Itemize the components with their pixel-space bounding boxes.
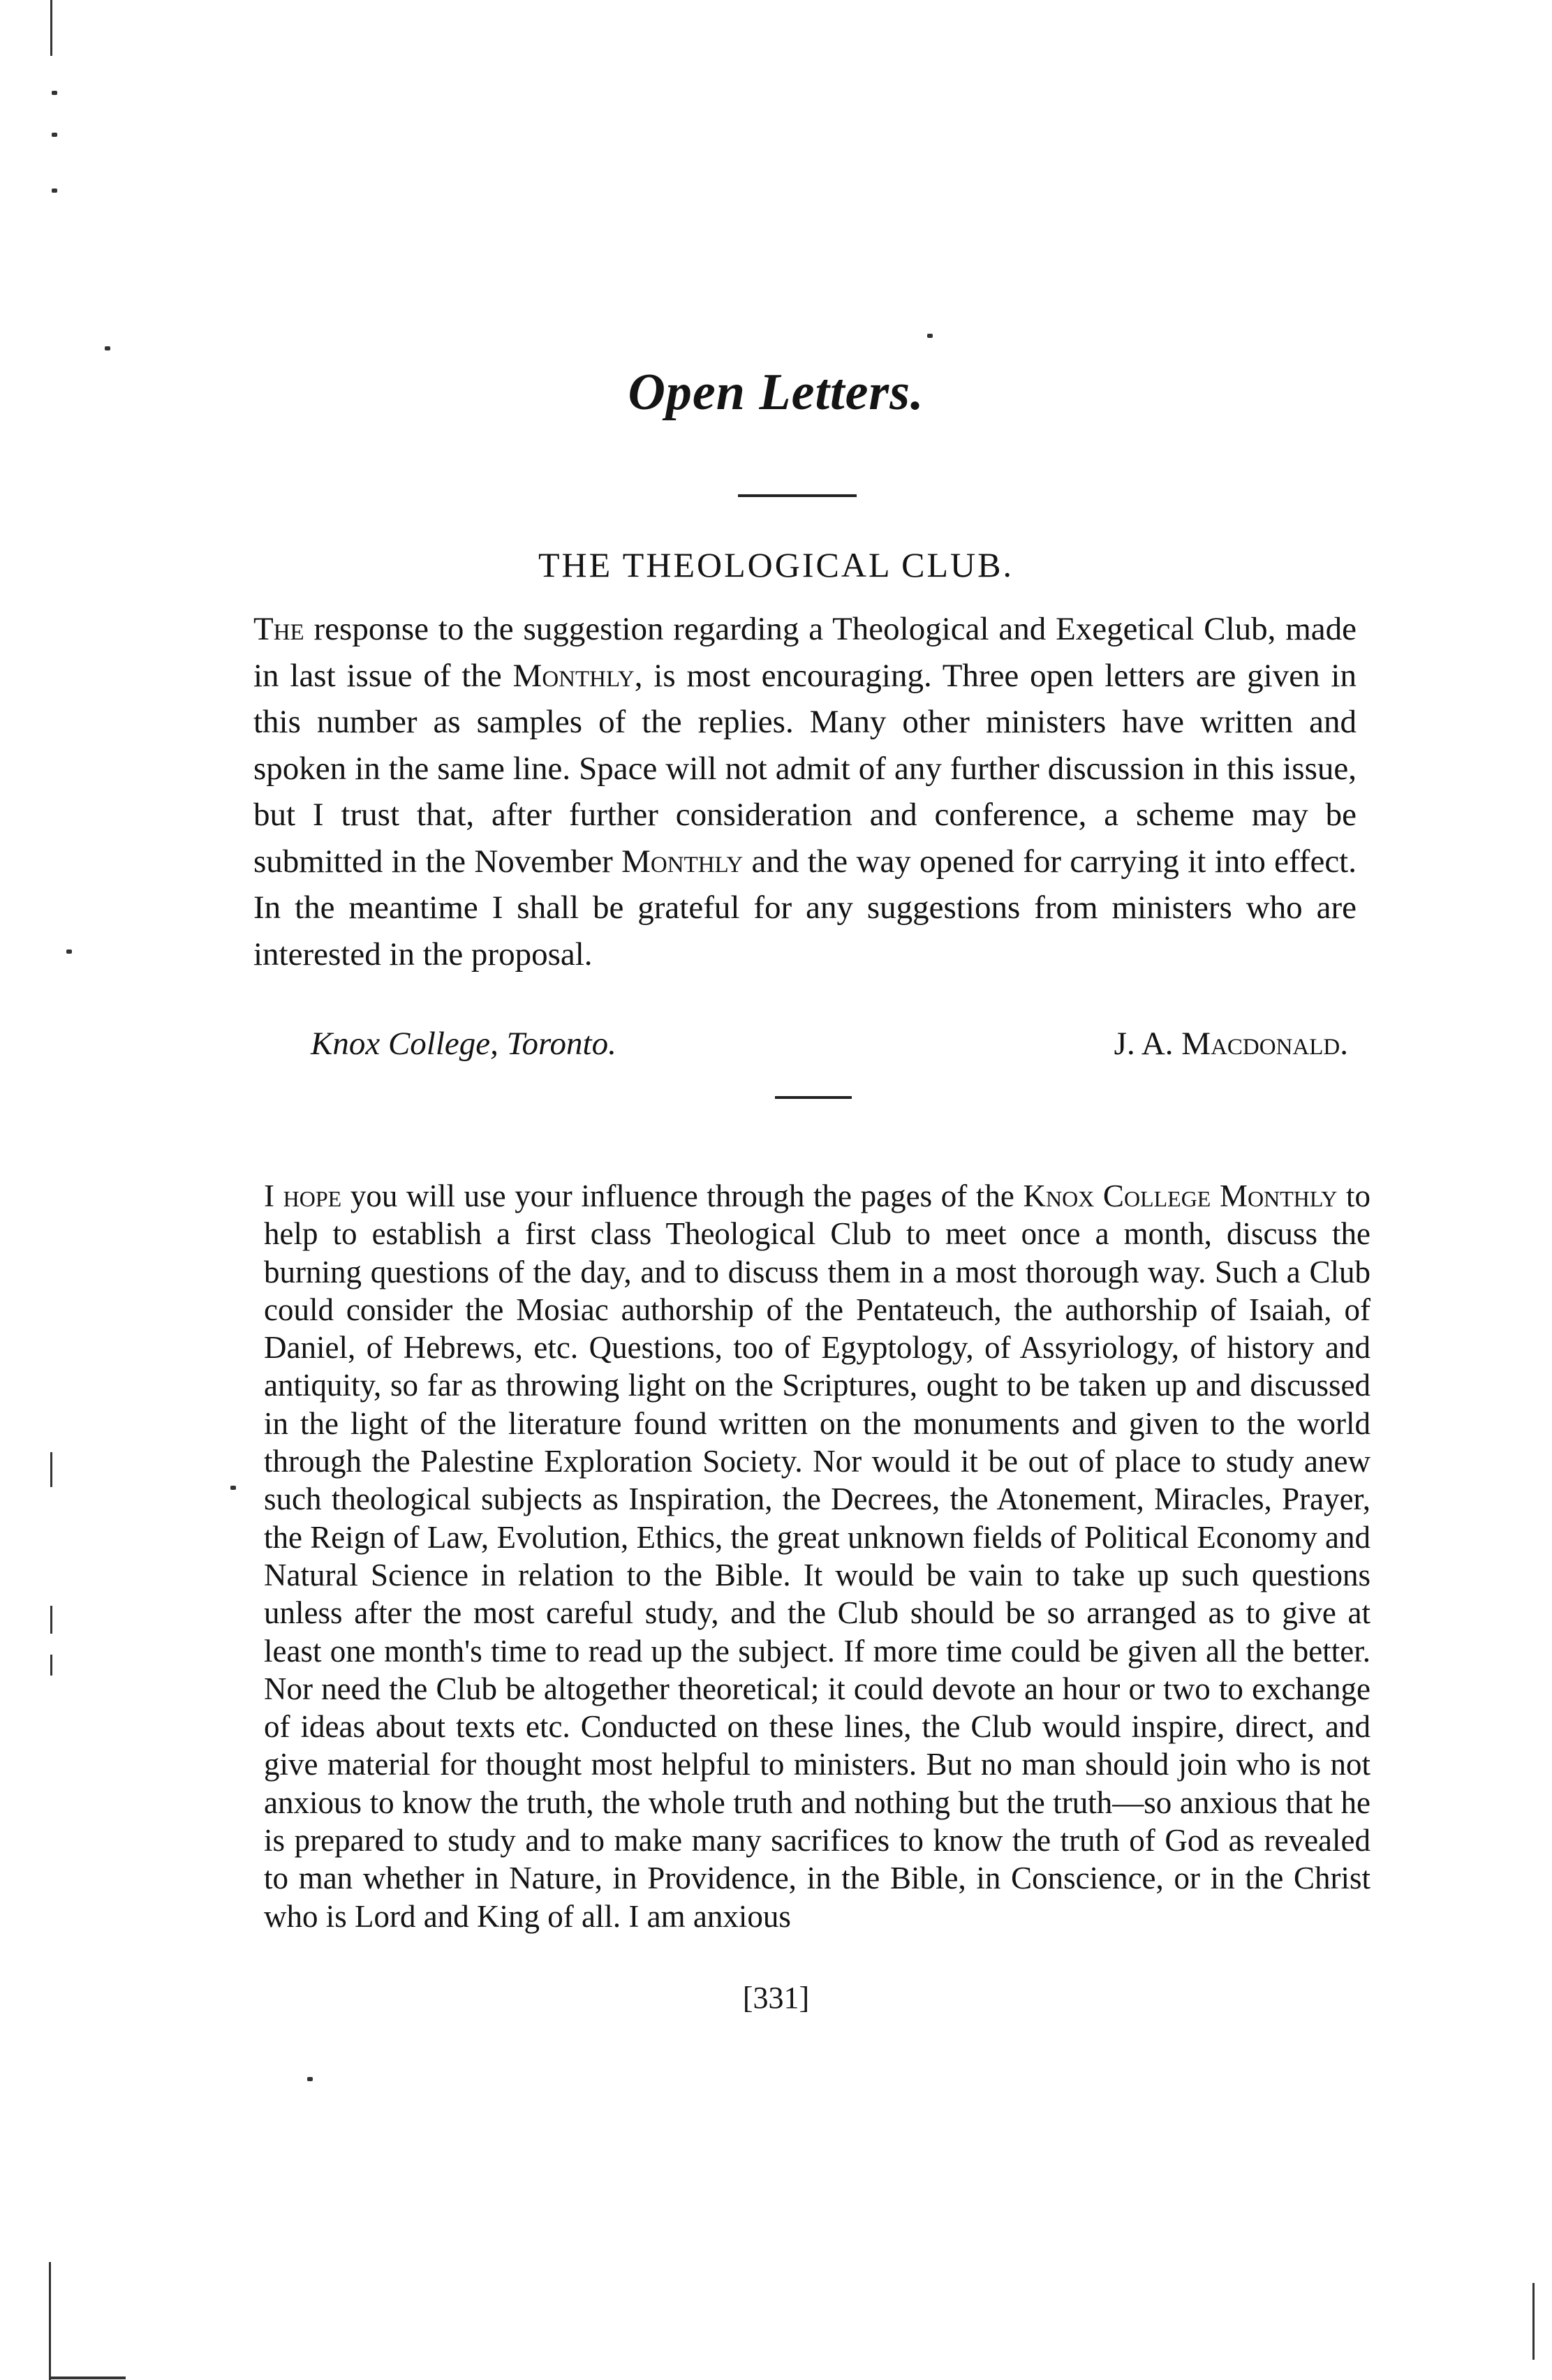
scan-margin-mark: [50, 1606, 52, 1634]
signature-place: Knox College, Toronto.: [311, 1026, 616, 1062]
letter-paragraph: [264, 1177, 1370, 1935]
monthly-name: Monthly: [621, 843, 744, 880]
section-divider: [775, 1096, 852, 1099]
signature-line: [253, 1021, 1357, 1067]
scan-margin-mark: [49, 2262, 51, 2380]
text-segment: to help to establish a first class Theological Club to meet once a month, discuss the burning questions of the day, and to discuss them in a most thorough way. Such a Club could consider the Mosiac authorship of the Pentateuch, the authorship of Isaiah, of Daniel, of Hebrews, etc. Questions, too of Egyptology, of Assyriology, of history and antiquity, so far as throwing light on the Scriptures, ought to be taken up and discussed in the light of the literature found written on the monuments and given to the world through the Palestine Exploration Society. Nor would it be out of place to study anew such theological subjects as Inspiration, the Decrees, the Atonement, Miracles, Prayer, the Reign of Law, Evolution, Ethics, the great unknown fields of Political Economy and Natural Science in relation to the Bible. It would be vain to take up such questions unless after the most careful study, and the Club should be so arranged as to give at least one month's time to read up the subject. If more time could be given all the better. Nor need the Club be altogether theoretical; it could devote an hour or two to exchange of ideas about texts etc. Conducted on these lines, the Club would inspire, direct, and give material for thought most helpful to ministers. But no man should join who is not anxious to know the truth, the whole truth and nothing but the truth—so anxious that he is prepared to study and to make many sacrifices to know the truth of God as revealed to man whether in Nature, in Providence, in the Bible, in Conscience, or in the Christ who is Lord and King of all. I am anxious: [264, 1178, 1370, 1934]
scan-margin-mark: [50, 0, 52, 56]
text-segment: and the way opened for carrying it into effect. In the meantime I shall be grateful for any suggestions from ministers who are interested in the proposal.: [253, 843, 1357, 973]
page-heading: Open Letters.: [628, 364, 924, 421]
scan-speck: [52, 91, 57, 95]
letter-body: [264, 1177, 1370, 1935]
lead-word: I hope: [264, 1178, 342, 1213]
page-number: [331]: [742, 1981, 810, 2015]
scan-speck: [52, 133, 57, 137]
scan-margin-mark: [1532, 2283, 1535, 2360]
signature-author: J. A. Macdonald.: [1114, 1026, 1348, 1062]
text-segment: , is most encouraging. Three open letters are given in this number as samples of the replies. Many other ministers have written and spoken in the same line. Space will not admit of any further discussion in this issue, but I trust that, after further consideration and conference, a scheme may be submitted in the November: [253, 657, 1357, 880]
scan-margin-mark: [50, 1452, 52, 1487]
journal-name: Knox College Monthly: [1023, 1178, 1338, 1213]
text-segment: you will use your influence through the pages of the: [341, 1178, 1023, 1213]
text-segment: response to the suggestion regarding a Theological and Exegetical Club, made in last issue of the: [253, 611, 1357, 694]
scan-speck: [52, 189, 57, 193]
letter-intro-paragraph: [253, 606, 1357, 977]
scan-speck: [307, 2077, 313, 2081]
monthly-name: Monthly: [512, 657, 635, 694]
lead-word: The: [253, 611, 304, 647]
heading-rule: [738, 494, 857, 497]
scan-margin-mark: [50, 1655, 52, 1676]
scan-speck: [230, 1486, 236, 1490]
section-title: THE THEOLOGICAL CLUB.: [538, 545, 1014, 584]
scan-margin-mark: [49, 2377, 126, 2379]
scan-speck: [66, 949, 72, 954]
scan-speck: [105, 346, 110, 350]
scan-speck: [927, 334, 933, 338]
